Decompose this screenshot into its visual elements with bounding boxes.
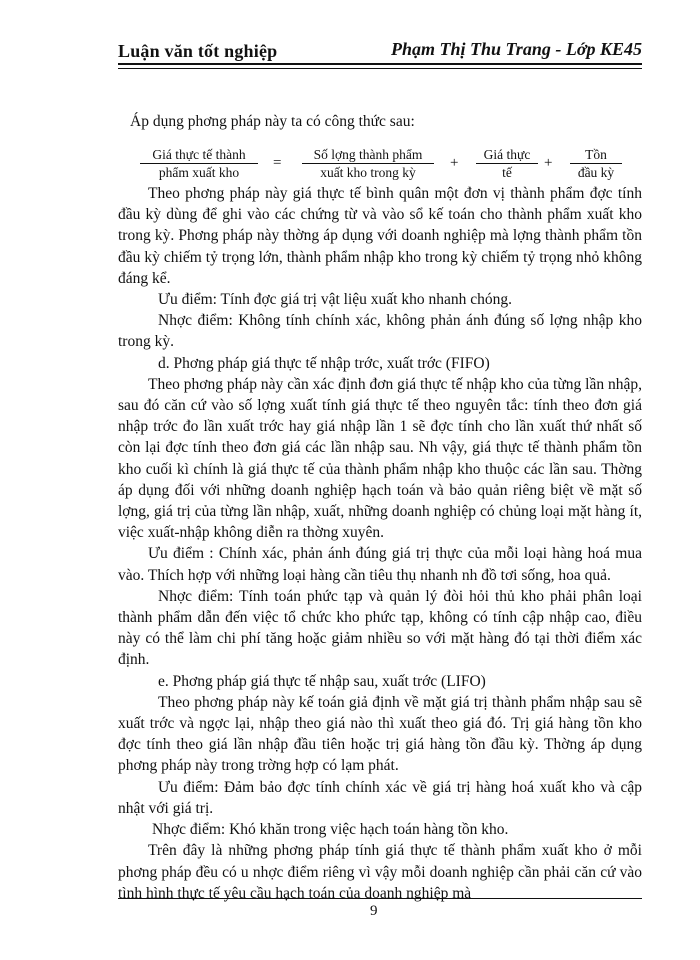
intro-line: Áp dụng phơng pháp này ta có công thức sau: [130, 113, 415, 130]
formula-plus: + [544, 155, 553, 171]
paragraph: e. Phơng pháp giá thực tế nhập sau, xuất trớc (LIFO) [158, 672, 486, 690]
paragraph: Nhợc điểm: Không tính chính xác, không phản ánh đúng số lợng nhập kho trong kỳ. [118, 312, 642, 351]
paragraph: Ưu điểm: Tính đợc giá trị vật liệu xuất kho nhanh chóng. [158, 291, 512, 309]
formula-term-export-price: Giá thực tế thành phẩm xuất kho [140, 147, 258, 180]
paragraph: Theo phơng pháp này giá thực tế bình quân một đơn vị thành phẩm đợc tính đầu kỳ dùng để ghi vào các chứng từ và vào sổ kế toán cho thành phẩm xuất kho trong kỳ. Phơng pháp này thờng áp dụng với doanh nghiệp mà lợng thành phẩm tồn đầu kỳ chiếm tỷ trọng lớn, thành phẩm nhập kho trong kỳ chiếm tỷ trọng nhỏ không đáng kể. [118, 185, 642, 287]
footer-rule [118, 898, 642, 899]
page-number: 9 [370, 903, 378, 919]
formula-term-opening-stock: Tồn đầu kỳ [570, 147, 622, 180]
formula-term-actual-price: Giá thực tế [476, 147, 538, 180]
paragraph: Ưu điểm: Đảm bảo đợc tính chính xác về giá trị hàng hoá xuất kho và cập nhật với giá trị. [118, 778, 642, 817]
paragraph: Theo phơng pháp này kế toán giả định về mặt giá trị thành phẩm nhập sau sẽ xuất trớc và ngợc lại, nhập theo giá nào thì xuất theo giá đó. Trị giá hàng tồn kho đợc tính theo giá lần nhập đầu tiên hoặc trị giá hàng tồn đầu kỳ. Thờng áp dụng phơng pháp này trong trờng hợp có lạm phát. [118, 693, 642, 775]
paragraph: d. Phơng pháp giá thực tế nhập trớc, xuất trớc (FIFO) [158, 354, 490, 372]
paragraph: Nhợc điểm: Khó khăn trong việc hạch toán hàng tồn kho. [152, 821, 509, 839]
formula-equals: = [273, 155, 282, 171]
formula-term-quantity: Số lợng thành phẩm xuất kho trong kỳ [302, 147, 434, 180]
header-rule-thin [118, 68, 642, 69]
author-class: Phạm Thị Thu Trang - Lớp KE45 [390, 39, 642, 59]
page-header [118, 36, 642, 66]
body-text [118, 183, 642, 904]
formula [140, 147, 640, 183]
paragraph: Nhợc điểm: Tính toán phức tạp và quản lý đòi hỏi thủ kho phải phân loại thành phẩm dẫn đến việc tổ chức kho phức tạp, không có tính cập nhập cao, điều này có thể làm chi phí tăng hoặc giảm nhiều so với mặt hàng đó tại thời điểm xác định. [118, 587, 642, 669]
paragraph: Ưu điểm : Chính xác, phản ánh đúng giá trị thực của mỗi loại hàng hoá mua vào. Thích hợp với những loại hàng cần tiêu thụ nhanh nh đồ tơi sống, hoa quả. [118, 545, 642, 584]
thesis-title: Luận văn tốt nghiệp [118, 41, 278, 61]
paragraph: Theo phơng pháp này cần xác định đơn giá thực tế nhập kho của từng lần nhập, sau đó căn cứ vào số lợng xuất tính giá thực tế theo nguyên tắc: tính theo đơn giá nhập trớc đo lần xuất trớc hay giá nhập lần 1 sẽ đợc tính cho lần xuất thứ nhất số còn lại đợc tính theo đơn giá các lần nhập sau. Nh vậy, giá thực tế thành phẩm tồn kho cuối kì chính là giá thực tế của thành phẩm nhập kho thuộc các lần sau. Thờng áp dụng đối với những doanh nghiệp hạch toán và bảo quản riêng biệt về mặt số lợng, giá trị của từng lần nhập, xuất, những doanh nghiệp có chủng loại mặt hàng ít, việc xuất-nhập không diễn ra thờng xuyên. [118, 375, 642, 542]
paragraph: Trên đây là những phơng pháp tính giá thực tế thành phẩm xuất kho ở mỗi phơng pháp đều có u nhợc điểm riêng vì vậy mỗi doanh nghiệp cần phải căn cứ vào tình hình thực tế yêu cầu hạch toán của doanh nghiệp mà [118, 842, 642, 902]
header-rule [118, 63, 642, 65]
formula-plus: + [450, 155, 459, 171]
